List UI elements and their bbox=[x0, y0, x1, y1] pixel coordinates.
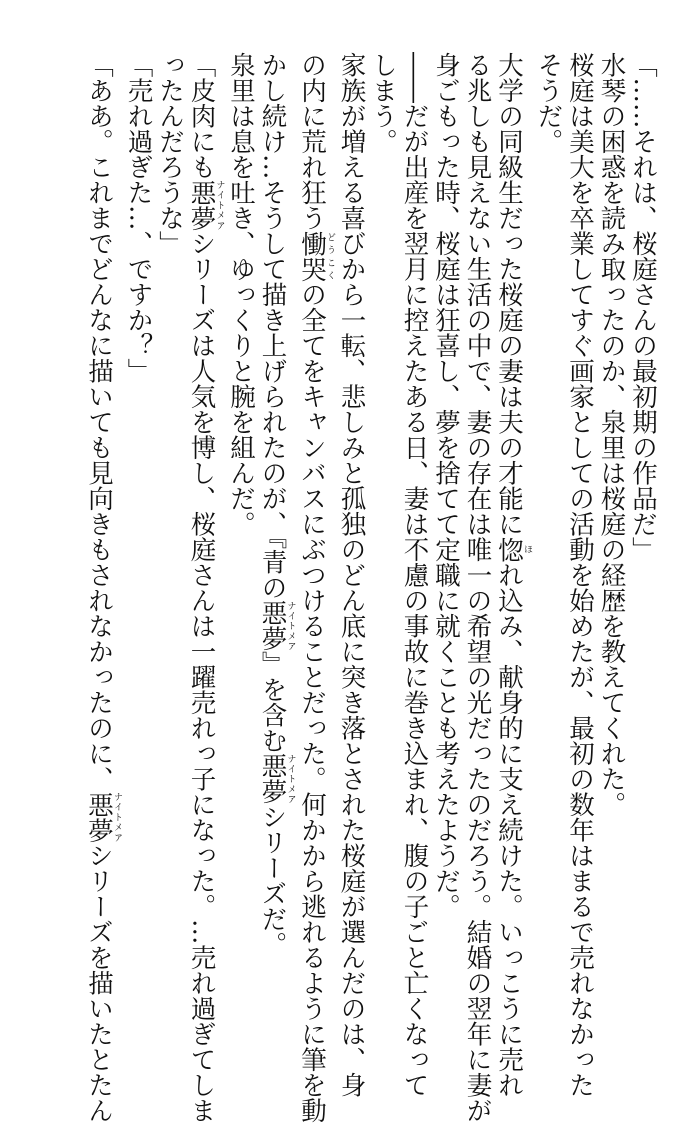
text-line-5 bbox=[493, 52, 533, 964]
text-line-1: 「……それは、桜庭さんの最初期の作品だ」 bbox=[627, 52, 659, 964]
text-segment: 「皮肉にも bbox=[187, 52, 217, 180]
ruby-akumu-1 bbox=[258, 600, 288, 651]
text-segment: 「ああ。これまでどんなに描いても見向きもされなかったのに、 bbox=[84, 52, 114, 792]
ruby-akumu-2 bbox=[258, 753, 288, 804]
ruby-base: 悪夢 bbox=[258, 753, 288, 804]
text-segment: れ込み、献身的 bbox=[494, 562, 524, 741]
ruby-akumu-3 bbox=[187, 180, 217, 231]
text-line-4: そうだ。 bbox=[532, 52, 564, 964]
text-segment: シリーズだ。 bbox=[258, 804, 288, 957]
ruby-reading: どうこく bbox=[325, 231, 335, 282]
text-line-6: る兆しも見えない生活の中で、妻の存在は唯一の希望の光だったのだろう。結婚の翌年に妻が bbox=[461, 52, 493, 964]
ruby-horekomi bbox=[494, 537, 524, 563]
ruby-reading: ナイトメア bbox=[215, 180, 225, 231]
ruby-reading: ナイトメア bbox=[112, 792, 122, 843]
text-line-3: 桜庭は美大を卒業してすぐ画家としての活動を始めたが、最初の数年はまるで売れなかった bbox=[564, 52, 596, 964]
text-segment: シリーズを描いたとたん bbox=[84, 843, 114, 1123]
ruby-base: 悪夢 bbox=[258, 600, 288, 651]
text-segment: 大学の同級生だった桜庭の妻は夫の才能に bbox=[494, 52, 524, 537]
ruby-reading: ほ bbox=[522, 537, 532, 563]
text-segment: かし続け…そうして描き上げられたのが、『青の bbox=[258, 52, 288, 600]
text-segment: シリーズは人気を博し、桜庭さんは一躍売れっ子になった。…売れ過ぎてしま bbox=[187, 231, 217, 1123]
text-line-2: 水琴の困惑を読み取ったのか、泉里は桜庭の経歴を教えてくれた。 bbox=[595, 52, 627, 964]
text-line-12 bbox=[256, 52, 296, 964]
text-line-11 bbox=[296, 52, 336, 964]
text-segment: の内に荒れ狂う bbox=[297, 52, 327, 231]
text-line-10: 家族が増える喜びから一転、悲しみと孤独のどん底に突き落とされた桜庭が選んだのは、身 bbox=[335, 52, 367, 964]
text-line-7: 身ごもった時、桜庭は狂喜し、夢を捨てて定職に就くことも考えたようだ。 bbox=[430, 52, 462, 964]
ruby-akumu-4 bbox=[84, 792, 114, 843]
ruby-reading: ナイトメア bbox=[286, 600, 296, 651]
text-line-9: しまう。 bbox=[367, 52, 399, 964]
ruby-base: 惚 bbox=[494, 537, 524, 563]
text-line-8: ――だが出産を翌月に控えたある日、妻は不慮の事故に巻き込まれ、腹の子ごと亡くなって bbox=[398, 52, 430, 964]
text-line-17 bbox=[83, 52, 123, 964]
text-segment: の全てをキャンバスにぶつけることだった。何かから逃れるように筆を動 bbox=[297, 282, 327, 1123]
ruby-base: 悪夢 bbox=[84, 792, 114, 843]
text-line-14 bbox=[185, 52, 225, 964]
text-segment: に支え続けた。いっこうに売れ bbox=[494, 741, 524, 1098]
text-segment: 』を含む bbox=[258, 651, 288, 753]
text-line-16: 「売れ過ぎた…、ですか？」 bbox=[122, 52, 154, 964]
text-line-15: ったんだろうな」 bbox=[154, 52, 186, 964]
ruby-base: 悪夢 bbox=[187, 180, 217, 231]
ruby-base: 慟哭 bbox=[297, 231, 327, 282]
ruby-reading: ナイトメア bbox=[286, 753, 296, 804]
ruby-doukoku bbox=[297, 231, 327, 282]
vertical-text-body bbox=[28, 52, 658, 964]
text-line-13: 泉里は息を吐き、ゆっくりと腕を組んだ。 bbox=[225, 52, 257, 964]
